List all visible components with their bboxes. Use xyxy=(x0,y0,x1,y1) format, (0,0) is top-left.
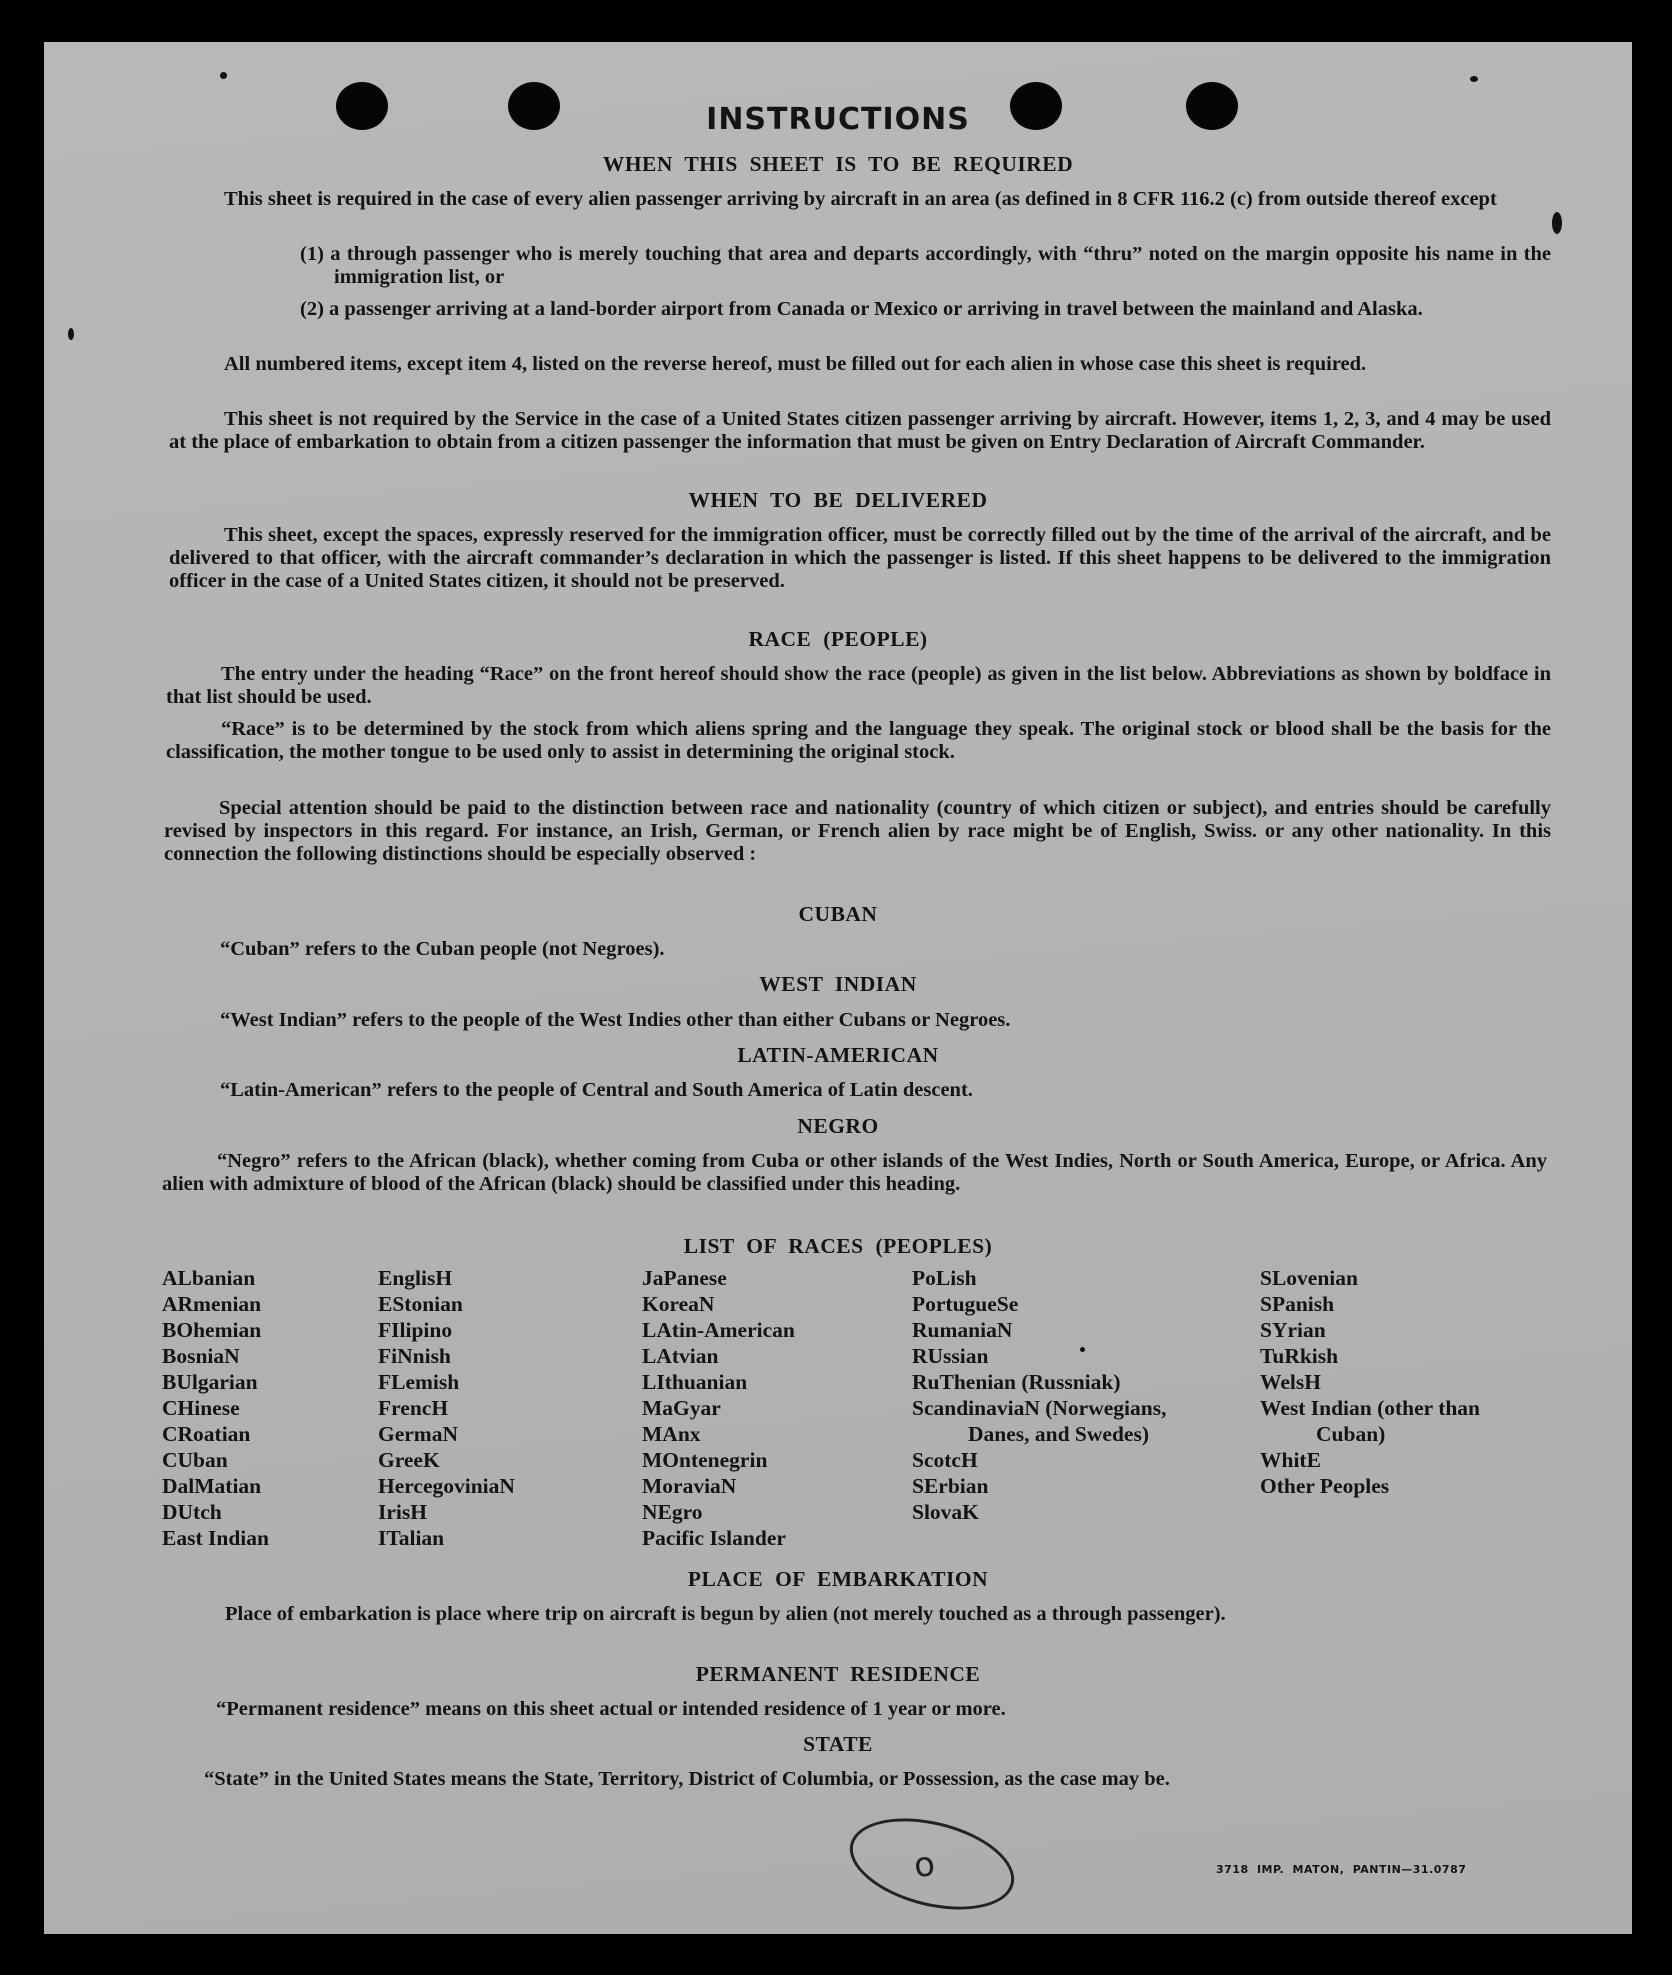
heading-list-of-races: LIST OF RACES (PEOPLES) xyxy=(683,1234,993,1258)
heading-when-delivered: WHEN TO BE DELIVERED xyxy=(688,488,988,512)
race-entry: Pacific Islander xyxy=(642,1526,786,1550)
race-entry: NEgro xyxy=(642,1500,703,1524)
race-column-4 xyxy=(912,1265,1202,1525)
race-entry: RUssian xyxy=(912,1344,989,1368)
document-page xyxy=(44,42,1632,1934)
race-entry: SErbian xyxy=(912,1474,989,1498)
paragraph: Place of embarkation is place where trip on aircraft is begun by alien (not merely touched as a through passenger). xyxy=(225,1603,1226,1625)
race-entry: SYrian xyxy=(1260,1318,1326,1342)
race-entry: ITalian xyxy=(378,1526,445,1550)
race-entry: CUban xyxy=(162,1448,228,1472)
paragraph: Special attention should be paid to the distinction between race and nationality (country of which citizen or subject), and entries should be carefully revised by inspectors in this regard. For instance, an Irish, German, or French alien by race might be of English, Swiss. or any other nationality. In this connection the following distinctions should be especially observed : xyxy=(164,797,1551,865)
race-entry: LIthuanian xyxy=(642,1370,748,1394)
heading-permanent-residence: PERMANENT RESIDENCE xyxy=(695,1662,981,1686)
heading-when-required: WHEN THIS SHEET IS TO BE REQUIRED xyxy=(602,152,1074,176)
race-column-5 xyxy=(1260,1265,1520,1499)
race-entry: EnglisH xyxy=(378,1266,453,1290)
race-entry: MAnx xyxy=(642,1422,701,1446)
race-entry: EStonian xyxy=(378,1292,463,1316)
race-entry: CHinese xyxy=(162,1396,240,1420)
heading-west-indian: WEST INDIAN xyxy=(759,972,917,996)
paragraph: “Race” is to be determined by the stock from which aliens spring and the language they speak. The original stock or blood shall be the basis for the classification, the mother tongue to be used only to assist in determining the original stock. xyxy=(166,718,1551,763)
race-entry: TuRkish xyxy=(1260,1344,1339,1368)
race-entry: WhitE xyxy=(1260,1448,1321,1472)
paragraph: This sheet is required in the case of every alien passenger arriving by aircraft in an area (as defined in 8 CFR 116.2 (c) from outside thereof except xyxy=(224,188,1497,210)
race-entry: SlovaK xyxy=(912,1500,979,1524)
paper-speck xyxy=(220,72,227,79)
race-entry: BOhemian xyxy=(162,1318,262,1342)
race-entry: LAtvian xyxy=(642,1344,719,1368)
race-entry: RuThenian (Russniak) xyxy=(912,1370,1121,1394)
race-entry: DalMatian xyxy=(162,1474,262,1498)
printer-imprint: 3718 IMP. MATON, PANTIN—31.0787 xyxy=(1216,1863,1467,1876)
race-entry: FIlipino xyxy=(378,1318,453,1342)
paragraph: “Negro” refers to the African (black), whether coming from Cuba or other islands of the West Indies, North or South America, Europe, or Africa. Any alien with admixture of blood of the African (black) should be classified under this heading. xyxy=(162,1150,1547,1195)
paragraph: “West Indian” refers to the people of the West Indies other than either Cubans or Negroes. xyxy=(220,1009,1011,1031)
race-entry: LAtin-American xyxy=(642,1318,795,1342)
heading-latin-american: LATIN-AMERICAN xyxy=(737,1043,939,1067)
race-entry: HercegoviniaN xyxy=(378,1474,515,1498)
heading-negro: NEGRO xyxy=(797,1114,879,1138)
paragraph: “Cuban” refers to the Cuban people (not Negroes). xyxy=(220,938,665,960)
paper-speck xyxy=(1470,76,1478,82)
race-entry: East Indian xyxy=(162,1526,269,1550)
race-entry: JaPanese xyxy=(642,1266,727,1290)
paper-speck xyxy=(68,328,74,340)
item-text: (1) a through passenger who is merely touching that area and departs accordingly, with “thru” noted on the margin opposite his name in the immigration list, or xyxy=(300,243,1551,288)
race-entry: DUtch xyxy=(162,1500,222,1524)
race-entry: FLemish xyxy=(378,1370,460,1394)
race-entry: MoraviaN xyxy=(642,1474,737,1498)
race-entry: RumaniaN xyxy=(912,1318,1013,1342)
heading-state: STATE xyxy=(803,1732,873,1756)
race-entry: GreeK xyxy=(378,1448,440,1472)
page-title: INSTRUCTIONS xyxy=(706,102,970,137)
list-item xyxy=(300,243,1551,289)
race-entry: CRoatian xyxy=(162,1422,251,1446)
race-column-2 xyxy=(378,1265,598,1551)
heading-race: RACE (PEOPLE) xyxy=(748,627,928,651)
race-entry: MOntenegrin xyxy=(642,1448,768,1472)
race-entry: BUlgarian xyxy=(162,1370,258,1394)
race-entry: BosniaN xyxy=(162,1344,240,1368)
race-column-1 xyxy=(162,1265,382,1551)
race-entry: ScandinaviaN (Norwegians, Danes, and Swedes) xyxy=(912,1396,1167,1446)
race-entry: PortugueSe xyxy=(912,1292,1019,1316)
paragraph: This sheet is not required by the Service in the case of a United States citizen passenger arriving by aircraft. However, items 1, 2, 3, and 4 may be used at the place of embarkation to obtain from a citizen passenger the information that must be given on Entry Declaration of Aircraft Commander. xyxy=(169,408,1551,453)
paragraph: All numbered items, except item 4, listed on the reverse hereof, must be filled out for each alien in whose case this sheet is required. xyxy=(224,353,1367,375)
paragraph: “State” in the United States means the State, Territory, District of Columbia, or Possession, as the case may be. xyxy=(204,1768,1170,1790)
heading-cuban: CUBAN xyxy=(798,902,878,926)
paper-speck xyxy=(1552,212,1562,234)
paragraph: This sheet, except the spaces, expressly reserved for the immigration officer, must be correctly filled out by the time of the arrival of the aircraft, and be delivered to that officer, with the aircraft commander’s declaration in which the passenger is listed. If this sheet happens to be delivered to the immigration officer in the case of a United States citizen, it should not be preserved. xyxy=(169,524,1551,592)
paragraph: “Permanent residence” means on this sheet actual or intended residence of 1 year or more. xyxy=(216,1698,1006,1720)
paragraph: The entry under the heading “Race” on the front hereof should show the race (people) as given in the list below. Abbreviations as shown by boldface in that list should be used. xyxy=(166,663,1551,708)
race-entry: ALbanian xyxy=(162,1266,256,1290)
race-entry: GermaN xyxy=(378,1422,458,1446)
race-entry: IrisH xyxy=(378,1500,427,1524)
race-entry: KoreaN xyxy=(642,1292,715,1316)
item-text: (2) a passenger arriving at a land-border airport from Canada or Mexico or arriving in travel between the mainland and Alaska. xyxy=(300,298,1423,320)
race-entry: Other Peoples xyxy=(1260,1474,1390,1498)
race-entry: PoLish xyxy=(912,1266,977,1290)
heading-embarkation: PLACE OF EMBARKATION xyxy=(687,1567,989,1591)
paragraph: “Latin-American” refers to the people of Central and South America of Latin descent. xyxy=(220,1079,973,1101)
race-entry: West Indian (other than Cuban) xyxy=(1260,1396,1481,1446)
race-entry: SLovenian xyxy=(1260,1266,1358,1290)
race-entry: ARmenian xyxy=(162,1292,262,1316)
stamp-mark: o xyxy=(911,1843,938,1887)
race-entry: ScotcH xyxy=(912,1448,978,1472)
race-column-3 xyxy=(642,1265,892,1551)
list-item xyxy=(300,298,1551,321)
race-entry: FrencH xyxy=(378,1396,449,1420)
race-entry: MaGyar xyxy=(642,1396,721,1420)
race-entry: WelsH xyxy=(1260,1370,1321,1394)
race-entry: FiNnish xyxy=(378,1344,451,1368)
race-entry: SPanish xyxy=(1260,1292,1335,1316)
